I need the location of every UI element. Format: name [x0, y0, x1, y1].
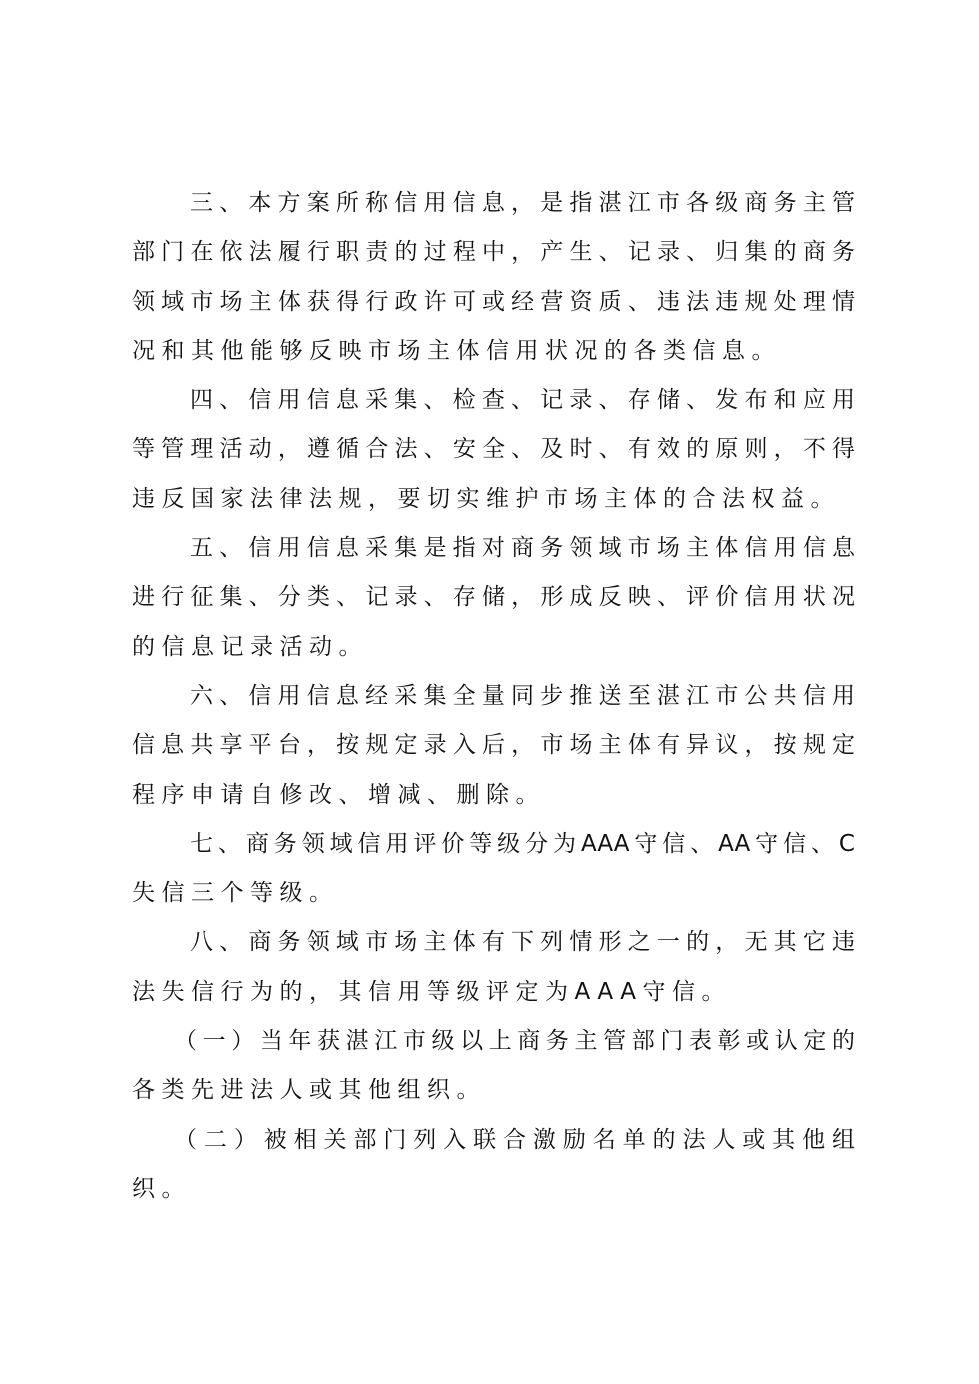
text-line: （二）被相关部门列入联合激励名单的法人或其他组: [174, 1126, 855, 1153]
text-line: 六、信用信息经采集全量同步推送至湛江市公共信用: [190, 682, 855, 709]
document-body: [132, 179, 855, 1214]
text-line: 信息共享平台，按规定录入后，市场主体有异议，按规定: [132, 732, 855, 759]
text-line: 四、信用信息采集、检查、记录、存储、发布和应用: [190, 387, 855, 414]
text-line: 况和其他能够反映市场主体信用状况的各类信息。: [132, 337, 781, 364]
text-line: 违反国家法律法规，要切实维护市场主体的合法权益。: [132, 485, 840, 512]
paragraph: [132, 179, 855, 376]
text-line: 的信息记录活动。: [132, 633, 368, 660]
text-line: 织。: [132, 1175, 191, 1202]
text-line: 进行征集、分类、记录、存储，形成反映、评价信用状况: [132, 584, 855, 611]
text-line: 七、商务领域信用评价等级分为AAA守信、AA守信、C: [190, 830, 855, 857]
text-line: 程序申请自修改、增减、删除。: [132, 781, 545, 808]
text-line: 等管理活动，遵循合法、安全、及时、有效的原则，不得: [132, 436, 855, 463]
text-line: 法失信行为的，其信用等级评定为AAA守信。: [132, 978, 731, 1005]
text-line: 各类先进法人或其他组织。: [132, 1077, 486, 1104]
text-line: （一）当年获湛江市级以上商务主管部门表彰或认定的: [174, 1028, 855, 1055]
text-line: 失信三个等级。: [132, 880, 339, 907]
paragraph: [132, 1017, 855, 1116]
text-line: 八、商务领域市场主体有下列情形之一的，无其它违: [190, 929, 855, 956]
paragraph: [132, 524, 855, 672]
paragraph: [132, 376, 855, 524]
text-line: 五、信用信息采集是指对商务领域市场主体信用信息: [190, 535, 855, 562]
paragraph: [132, 1116, 855, 1215]
text-line: 三、本方案所称信用信息，是指湛江市各级商务主管: [190, 190, 855, 216]
text-line: 部门在依法履行职责的过程中，产生、记录、归集的商务: [132, 239, 855, 266]
paragraph: [132, 918, 855, 1017]
paragraph: [132, 820, 855, 919]
text-line: 领域市场主体获得行政许可或经营资质、违法违规处理情: [132, 288, 855, 315]
paragraph: [132, 672, 855, 820]
